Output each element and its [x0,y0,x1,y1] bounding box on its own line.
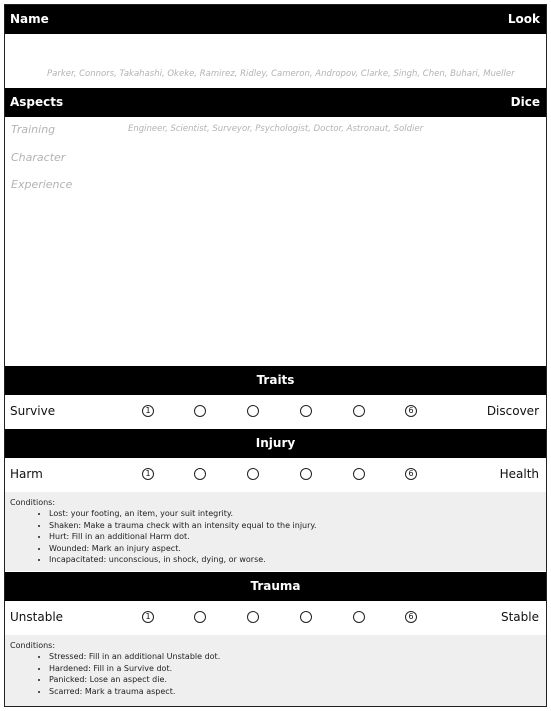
trait-dot-1[interactable]: 1 [142,405,154,417]
name-label: Name [10,12,49,26]
injury-conditions-list [5,508,317,566]
injury-dot-3[interactable] [247,468,259,480]
list-item: • Hurt: Fill in an additional Harm dot. [49,531,317,543]
traits-track [5,397,546,426]
trauma-conditions-label: Conditions: [10,641,56,650]
trauma-header-bar [5,572,546,601]
injury-dot-6[interactable]: 6 [405,468,417,480]
list-item: • Panicked: Lose an aspect die. [49,674,220,686]
trauma-track [5,603,546,632]
injury-dot-5[interactable] [353,468,365,480]
trauma-dot-3[interactable] [247,611,259,623]
training-hint: Engineer, Scientist, Surveyor, Psychologist, Doctor, Astronaut, Soldier [128,124,424,134]
names-hint[interactable]: Parker, Connors, Takahashi, Okeke, Ramirez, Ridley, Cameron, Andropov, Clarke, Singh, Chen, Buhari, Mueller [47,69,515,79]
injury-dot-2[interactable] [194,468,206,480]
traits-title: Traits [256,373,295,387]
aspects-header-bar [5,88,546,117]
trait-dot-3[interactable] [247,405,259,417]
stable-label: Stable [500,610,539,624]
training-label[interactable]: Training [11,123,56,136]
trauma-dot-5[interactable] [353,611,365,623]
experience-label[interactable]: Experience [11,178,73,191]
list-item: • Hardened: Fill in a Survive dot. [49,663,220,675]
trauma-dot-6[interactable]: 6 [405,611,417,623]
list-item: • Stressed: Fill in an additional Unstable dot. [49,651,220,663]
discover-label: Discover [486,404,539,418]
injury-title: Injury [255,436,296,450]
trauma-conditions [5,635,546,706]
injury-header-bar [5,429,546,458]
character-sheet [4,4,547,707]
injury-dot-4[interactable] [300,468,312,480]
trauma-dot-2[interactable] [194,611,206,623]
harm-label: Harm [10,467,43,481]
injury-dot-1[interactable]: 1 [142,468,154,480]
injury-track [5,460,546,489]
injury-conditions-label: Conditions: [10,498,56,507]
trauma-dot-4[interactable] [300,611,312,623]
look-label: Look [507,12,540,26]
trauma-dot-1[interactable]: 1 [142,611,154,623]
trauma-title: Trauma [250,579,301,593]
survive-label: Survive [10,404,56,418]
aspects-label: Aspects [10,95,64,109]
list-item: • Scarred: Mark a trauma aspect. [49,686,220,698]
injury-conditions [5,492,546,571]
trait-dot-4[interactable] [300,405,312,417]
dice-label: Dice [510,95,540,109]
list-item: • Incapacitated: unconscious, in shock, dying, or worse. [49,554,317,566]
trait-dot-6[interactable]: 6 [405,405,417,417]
health-label: Health [499,467,539,481]
list-item: • Shaken: Make a trauma check with an intensity equal to the injury. [49,520,317,532]
list-item: • Wounded: Mark an injury aspect. [49,543,317,555]
traits-header-bar [5,366,546,395]
trait-dot-2[interactable] [194,405,206,417]
trauma-conditions-list [5,651,220,697]
name-header-bar [5,5,546,34]
character-label[interactable]: Character [11,151,66,164]
unstable-label: Unstable [10,610,64,624]
trait-dot-5[interactable] [353,405,365,417]
list-item: • Lost: your footing, an item, your suit integrity. [49,508,317,520]
